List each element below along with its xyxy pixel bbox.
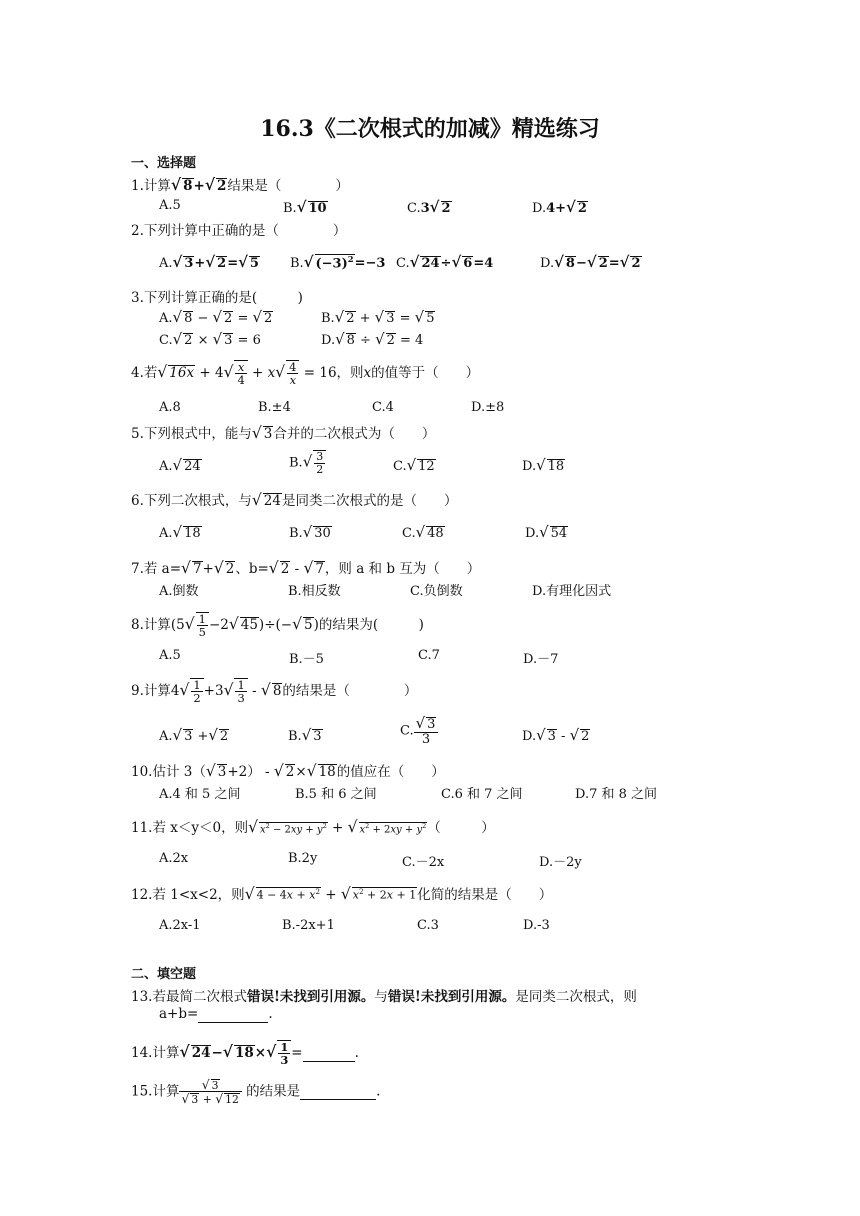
q6-option-c: C.√ 48 xyxy=(402,523,444,541)
q13-error-ref-1: 错误!未找到引用源。 xyxy=(246,989,375,1005)
q9-option-c: C. $\frac{√ 3}{3}$ xyxy=(400,716,438,746)
question-5: 5.下列根式中，能与√ 3合并的二次根式为（ ） xyxy=(131,424,436,442)
question-15: 15.计算 $\frac{√ 3}{√ 3 + √ 12}$ 的结果是 . xyxy=(131,1077,381,1107)
q2-option-c: C.√ 24÷√ 6=4 xyxy=(396,253,494,271)
q7-option-c: C.负倒数 xyxy=(410,584,463,599)
question-9: 9.计算4√ $\frac{1}{2}$ +3√ $\frac{1}{3}$ - √ 8的结果是（ ） xyxy=(131,678,418,706)
q5-option-a: A.√ 24 xyxy=(159,456,201,474)
q7-option-d: D.有理化因式 xyxy=(532,584,612,599)
q11-option-c: C.－2x xyxy=(402,855,445,870)
q12-option-b: B.-2x+1 xyxy=(282,918,335,933)
q3-option-d: D.√ 8 ÷ √ 2 = 4 xyxy=(321,330,424,348)
section-heading-choice: 一、选择题 xyxy=(131,156,197,171)
q13-text-a: 13.若最简二次根式 xyxy=(131,989,247,1005)
q9-option-d: D.√ 3 - √ 2 xyxy=(522,726,590,744)
q2-option-b: B.√ $(-3)^2=-3$ xyxy=(290,253,386,271)
q1-option-a: A.5 xyxy=(159,198,181,213)
q13-text-b: 与 xyxy=(374,989,388,1005)
q11-option-b: B.2y xyxy=(288,851,318,866)
q3-option-b: B.√ 2 + √ 3 = √ 5 xyxy=(321,308,435,326)
question-14: 14.计算√ 24−√ 18×√ $\frac{1}{3}$ = . xyxy=(131,1040,359,1068)
q8-option-b: B.－5 xyxy=(289,652,324,667)
q10-option-d: D.7 和 8 之间 xyxy=(575,787,658,802)
page-title: 16.3《二次根式的加减》精选练习 xyxy=(260,116,600,142)
q5-option-d: D.√ 18 xyxy=(522,456,565,474)
q4-option-c: C.4 xyxy=(372,400,394,415)
question-3: 3.下列计算正确的是( ) xyxy=(131,290,303,306)
q2-option-a: A.√ 3+√ 2=√ 5 xyxy=(159,253,259,271)
q8-option-c: C.7 xyxy=(418,648,440,663)
q6-option-d: D.√ 54 xyxy=(525,523,568,541)
q4-option-a: A.8 xyxy=(159,400,181,415)
question-10: 10.估计 3（√ 3+2） - √ 2×√ 18的值应在（ ） xyxy=(131,762,445,780)
q10-option-a: A.4 和 5 之间 xyxy=(159,787,241,802)
q3-option-a: A.√ 8 − √ 2 = √ 2 xyxy=(159,308,273,326)
section-heading-fill: 二、填空题 xyxy=(131,967,197,982)
question-2: 2.下列计算中正确的是（ ） xyxy=(131,223,347,239)
q13-text-c: 是同类二次根式，则 xyxy=(515,989,637,1005)
q12-option-d: D.-3 xyxy=(523,918,550,933)
q8-option-a: A.5 xyxy=(159,648,181,663)
question-6: 6.下列二次根式，与√ 24是同类二次根式的是（ ） xyxy=(131,491,458,509)
q5-option-b: B.√ $\frac{3}{2}$ xyxy=(289,450,326,475)
q10-option-c: C.6 和 7 之间 xyxy=(441,787,523,802)
q6-option-a: A.√ 18 xyxy=(159,523,201,541)
q4-option-d: D.±8 xyxy=(471,400,505,415)
q12-option-a: A.2x-1 xyxy=(159,918,201,933)
q1-option-b: B.√ 10 xyxy=(283,198,327,216)
q9-option-a: A.√ 3 +√ 2 xyxy=(159,726,229,744)
q9-option-b: B.√ 3 xyxy=(288,726,322,744)
question-13 xyxy=(131,985,637,1005)
question-11: 11.若 x＜y＜0，则√ $x^2 - 2xy + y^2$ + √ $x^2 + 2xy + y^2$（ ） xyxy=(131,818,495,836)
q1-option-c: C.3√ 2 xyxy=(407,198,451,216)
q7-option-a: A.倒数 xyxy=(159,584,199,599)
q10-option-b: B.5 和 6 之间 xyxy=(295,787,377,802)
q6-option-b: B.√ 30 xyxy=(289,523,331,541)
q7-option-b: B.相反数 xyxy=(288,584,341,599)
question-7: 7.若 a=√ 7+√ 2、b=√ 2 - √ 7，则 a 和 b 互为（ ） xyxy=(131,559,481,577)
q12-option-c: C.3 xyxy=(417,918,439,933)
question-8: 8.计算(5√ $\frac{1}{5}$ −2√ 45)÷(−√ 5)的结果为( ) xyxy=(131,612,424,640)
question-1: 1.计算√ 8+√ 2结果是（ ） xyxy=(131,175,349,194)
q1-option-d: D.4+√ 2 xyxy=(532,198,587,216)
q3-option-c: C.√ 2 × √ 3 = 6 xyxy=(159,330,261,348)
q11-option-a: A.2x xyxy=(159,851,189,866)
q13-answer-line: a+b= . xyxy=(159,1006,273,1022)
q8-option-d: D.－7 xyxy=(523,652,559,667)
q11-option-d: D.－2y xyxy=(539,855,582,870)
q5-option-c: C.√ 12 xyxy=(393,456,435,474)
q13-error-ref-2: 错误!未找到引用源。 xyxy=(387,989,516,1005)
q2-option-d: D.√ 8−√ 2=√ 2 xyxy=(540,253,641,271)
q4-option-b: B.±4 xyxy=(258,400,291,415)
question-12: 12.若 1<x<2，则√ $4 - 4x + x^2$ + √ $x^2 + 2x + 1$化简的结果是（ ） xyxy=(131,885,553,903)
question-4: 4.若√ 16x + 4√ $\frac{x}{4}$ + x√ $\frac{4}{x}$ = 16，则x的值等于（ ） xyxy=(131,360,480,388)
